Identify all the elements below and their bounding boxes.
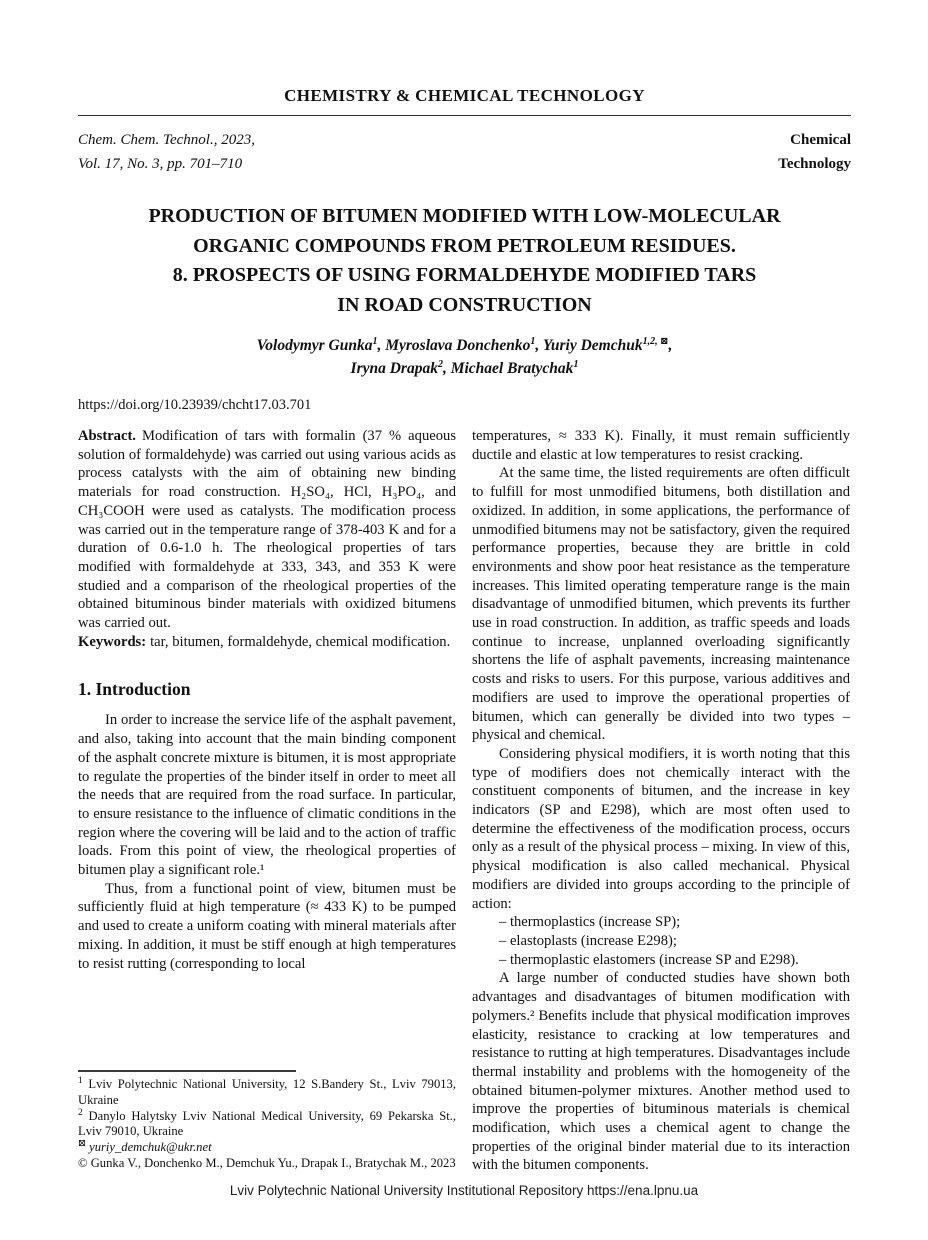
title-line2: ORGANIC COMPOUNDS FROM PETROLEUM RESIDUES.: [193, 234, 736, 257]
left-column: [78, 427, 456, 1175]
citation-info: [78, 128, 255, 176]
citation-line2: Vol. 17, No. 3, pp. 701–710: [78, 156, 243, 172]
footnotes: [78, 1070, 456, 1175]
paragraph: Thus, from a functional point of view, bitumen must be sufficiently fluid at high temperature (≈ 433 K) to be pumped and used to create a uniform coating with mineral materials after mixing. In addition, it must be stiff enough at high temperatures to resist rutting (corresponding to local: [78, 880, 456, 972]
paragraph: – thermoplastic elastomers (increase SP and E298).: [499, 951, 799, 968]
abstract-label: Abstract.: [78, 428, 136, 444]
email-link[interactable]: ⊠ yuriy_demchuk@ukr.net: [78, 1139, 212, 1155]
abstract: [78, 427, 456, 633]
repository-url[interactable]: https://ena.lpnu.ua: [587, 1183, 699, 1198]
title-line4: IN ROAD CONSTRUCTION: [337, 293, 592, 316]
two-column-body: [78, 427, 851, 1175]
journal-section-line1: Chemical: [790, 132, 851, 148]
journal-section-line2: Technology: [778, 156, 851, 172]
introduction-paragraphs: [78, 711, 456, 973]
paragraph: Considering physical modifiers, it is worth noting that this type of modifiers does not chemically interact with the constituent components of bitumen, and the increase in key indicators (SP and E298), which are most often used to determine the effectiveness of the modification process, occurs only as a result of the physical process – mixing. In view of this, physical modification is also called mechanical. Physical modifiers are divided into groups according to the principle of action:: [472, 745, 850, 912]
keywords-text: tar, bitumen, formaldehyde, chemical modification.: [150, 633, 451, 650]
paragraph: temperatures, ≈ 333 K). Finally, it must remain sufficiently ductile and elastic at low temperatures to resist cracking.: [472, 428, 850, 463]
paragraph: – thermoplastics (increase SP);: [499, 914, 681, 931]
paragraph: At the same time, the listed requirements are often difficult to fulfill for most unmodified bitumens, both distillation and oxidized. In addition, in some applications, the performance of unmodified bitumens may not be satisfactory, given the required performance properties, because they are brittle in cold environments and show poor heat resistance as the temperature increases. This limited operating temperature range is the main disadvantage of unmodified bitumen, which prevents its further use in road construction. In addition, as traffic speeds and loads continue to increase, unplanned overloading significantly shortens the life of asphalt pavements, increasing maintenance costs and risks to users. For this purpose, various additives and modifiers are used to improve the operational properties of bitumen, which can generally be divided into two types – physical and chemical.: [472, 465, 850, 744]
footnote-divider: [78, 1070, 296, 1072]
footnote: $^2$ Danylo Halytsky Lviv National Medical University, 69 Pekarska St., Lviv 79010, Ukraine: [78, 1107, 457, 1139]
repository-label: Lviv Polytechnic National University Institutional Repository: [229, 1183, 584, 1198]
authors: [78, 334, 851, 380]
citation-line1: Chem. Chem. Technol., 2023,: [78, 132, 255, 148]
journal-name: CHEMISTRY & CHEMICAL TECHNOLOGY: [284, 86, 645, 105]
footnote-list: [78, 1077, 456, 1172]
footnote: © Gunka V., Donchenko M., Demchuk Yu., Drapak I., Bratychak M., 2023: [78, 1156, 456, 1171]
citation-block: [78, 128, 851, 176]
repository-footer: [0, 1183, 928, 1198]
section-heading-introduction: 1. Introduction: [78, 679, 191, 700]
authors-line2: Iryna Drapak$^2$, Michael Bratychak$^1$: [350, 358, 579, 377]
abstract-text: Modification of tars with formalin (37 % aqueous solution of formaldehyde) was carried out using various acids as process catalysts with the aim of obtaining new binding materials for road construction. H₂SO₄, HCl, H₃PO₄, and CH₃COOH were used as catalysts. The modification process was carried out in the temperature range of 378-403 K and for a duration of 0.6-1.0 h. The rheological properties of tars modified with formaldehyde at 333, 343, and 353 K were studied and a comparison of the rheological properties of the obtained bituminous binder materials with oxidized bitumens was carried out.: [78, 428, 456, 632]
authors-line1: Volodymyr Gunka$^1$, Myroslava Donchenko$^1$, Yuriy Demchuk$^{1,2, ⊠}$,: [256, 335, 673, 354]
keywords-label: Keywords:: [78, 633, 147, 650]
keywords: [78, 633, 456, 652]
paragraph: A large number of conducted studies have shown both advantages and disadvantages of bitumen modification with polymers.² Benefits include that physical modification improves elasticity, resistance to cracking at low temperatures and resistance to rutting at high temperatures. Disadvantages include thermal instability and problems with the homogeneity of the obtained bitumen-polymer mixtures. Another method used to improve the properties of bituminous materials is chemical modification, which uses a chemical agent to change the properties of the original binder material due to its interaction with the bitumen components.: [472, 970, 850, 1174]
journal-section: [778, 128, 851, 176]
doi-link[interactable]: https://doi.org/10.23939/chcht17.03.701: [78, 397, 312, 413]
header-divider: [78, 115, 851, 116]
title-line3: 8. PROSPECTS OF USING FORMALDEHYDE MODIFIED TARS: [172, 264, 757, 286]
right-column: [472, 427, 850, 1175]
paragraph: In order to increase the service life of the asphalt pavement, and also, taking into account that the main binding component of the asphalt concrete mixture is bitumen, it is most appropriate to regulate the properties of the binder itself in order to meet all the needs that are required from the road surface. In particular, to ensure resistance to the influence of climatic conditions in the region where the covering will be laid and to the action of traffic loads. From this point of view, the rheological properties of bitumen play a significant role.¹: [78, 712, 456, 879]
article-title: [78, 202, 851, 320]
paragraph: – elastoplasts (increase E298);: [499, 932, 677, 949]
footnote: $^1$ Lviv Polytechnic National University, 12 S.Bandery St., Lviv 79013, Ukraine: [78, 1075, 457, 1107]
title-line1: PRODUCTION OF BITUMEN MODIFIED WITH LOW-MOLECULAR: [148, 205, 781, 227]
